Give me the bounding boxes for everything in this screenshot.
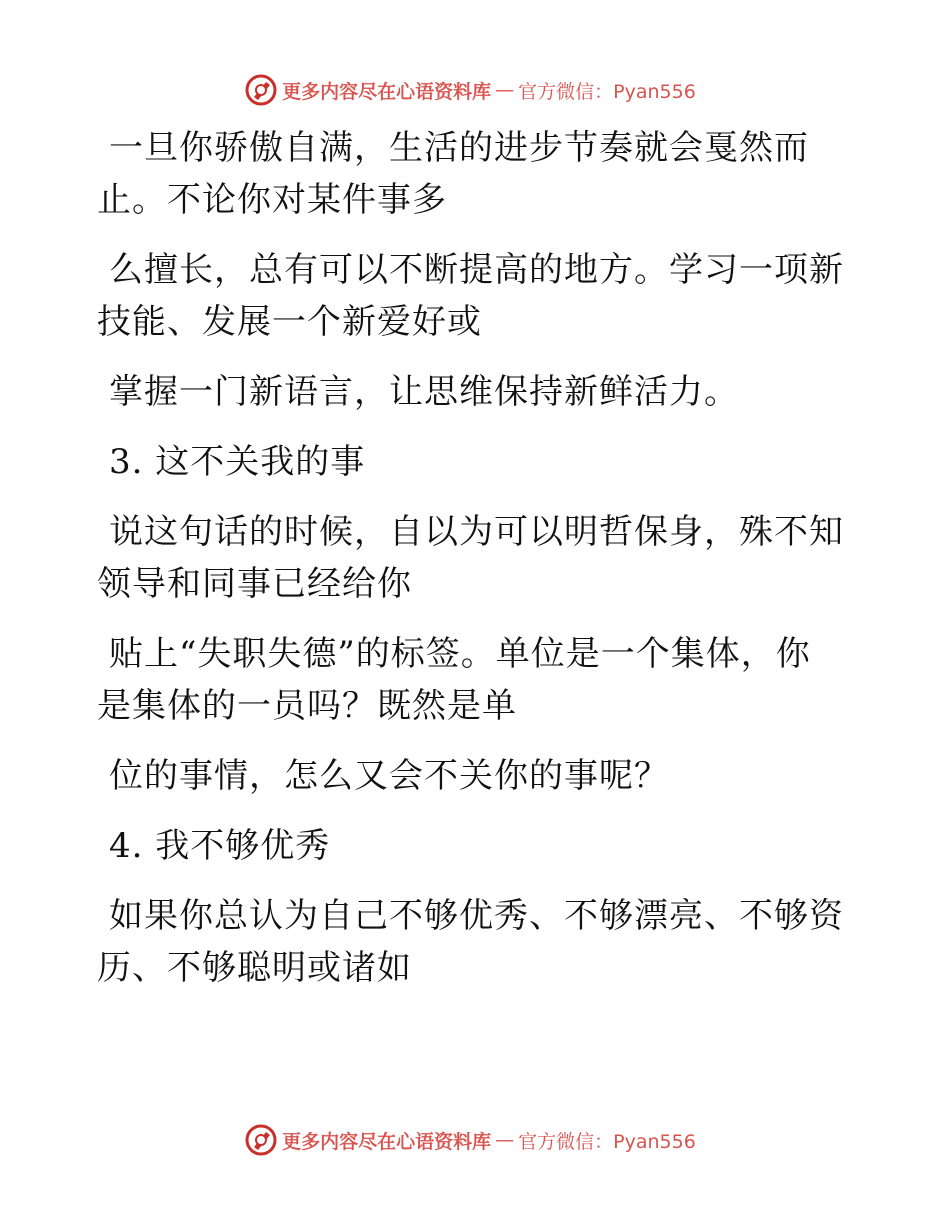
text-line: 止。不论你对某件事多 <box>97 180 447 220</box>
paragraph <box>97 122 837 226</box>
text-line: 贴上“失职失德”的标签。单位是一个集体，你 <box>109 634 811 674</box>
banner-wechat-text: 官方微信：Pyan556 <box>518 1130 696 1153</box>
text-line: 说这句话的时候，自以为可以明哲保身，殊不知 <box>109 512 844 552</box>
header-watermark <box>0 70 950 110</box>
text-line: 一旦你骄傲自满，生活的进步节奏就会戛然而 <box>109 128 809 168</box>
banner-main-text: 更多内容尽在心语资料库 <box>282 1130 492 1153</box>
text-line: 位的事情，怎么又会不关你的事呢？ <box>109 756 669 796</box>
paragraph <box>97 366 837 418</box>
paragraph <box>97 890 844 994</box>
text-line: 么擅长，总有可以不断提高的地方。学习一项新 <box>109 250 844 290</box>
banner-separator: — <box>495 1129 515 1151</box>
text-line: 4. 我不够优秀 <box>109 826 331 866</box>
pen-logo-icon <box>244 73 278 107</box>
text-line: 掌握一门新语言，让思维保持新鲜活力。 <box>109 372 739 412</box>
text-line: 技能、发展一个新爱好或 <box>97 302 482 342</box>
text-line: 是集体的一员吗？既然是单 <box>97 686 517 726</box>
banner-wechat-text: 官方微信：Pyan556 <box>518 80 696 103</box>
banner-separator: — <box>495 79 515 101</box>
paragraph <box>97 628 837 732</box>
paragraph <box>97 750 837 802</box>
pen-logo-icon <box>244 1123 278 1157</box>
text-line: 如果你总认为自己不够优秀、不够漂亮、不够资 <box>109 896 844 936</box>
text-line: 领导和同事已经给你 <box>97 564 412 604</box>
text-line: 历、不够聪明或诸如 <box>97 948 412 988</box>
paragraph <box>97 506 844 610</box>
footer-watermark <box>0 1120 950 1160</box>
banner-main-text: 更多内容尽在心语资料库 <box>282 80 492 103</box>
paragraph <box>97 244 844 348</box>
section-heading <box>97 820 837 872</box>
text-line: 3. 这不关我的事 <box>109 442 366 482</box>
document-body <box>97 122 844 1012</box>
section-heading <box>97 436 837 488</box>
